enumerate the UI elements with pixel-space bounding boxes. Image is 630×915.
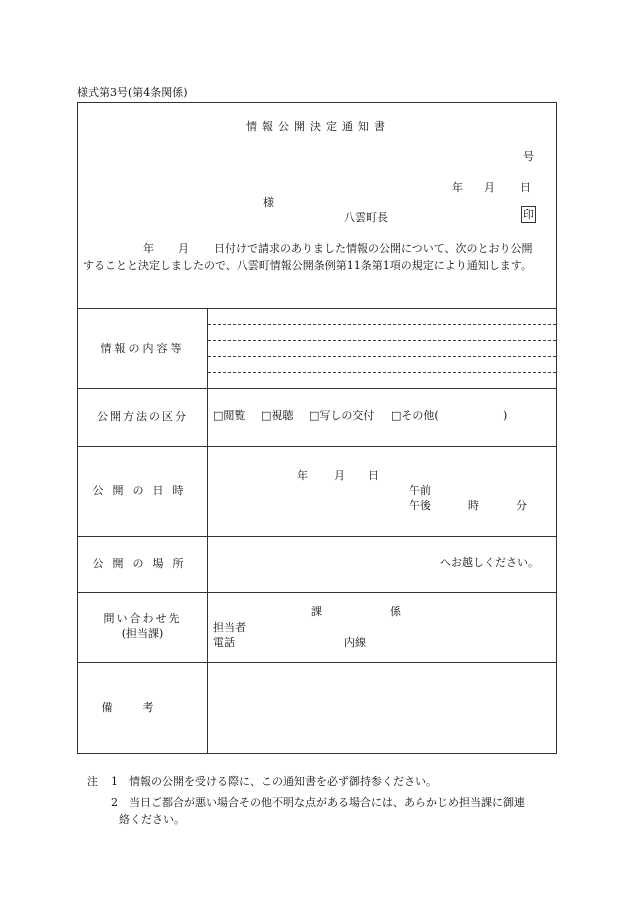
table-top-line [78,308,556,309]
datetime-day: 日 [368,469,379,482]
body-year-label: 年 [143,242,154,255]
body-month-label: 月 [178,242,189,255]
row-divider [78,446,556,447]
contact-row-label: 問い合わせ先 [103,612,182,625]
datetime-year: 年 [297,469,308,482]
note2-number: 2 [111,796,118,809]
contact-subsection: 係 [390,605,401,618]
row-divider [78,536,556,537]
seal-text: 印 [523,208,534,221]
option-other-close: ) [503,409,508,422]
date-day-label: 日 [520,181,531,194]
document-title: 情報公開決定通知書 [246,120,390,133]
datetime-month: 月 [334,469,345,482]
option-copy-delivery[interactable]: □写しの交付 [309,409,375,422]
notice-form [77,102,557,754]
recipient-honorific: 様 [263,196,274,209]
body-text-line2: することと決定しましたので、八雲町情報公開条例第11条第1項の規定により通知します。 [83,259,532,272]
notes-prefix: 注 [87,775,98,788]
datetime-am: 午前 [409,484,431,497]
option-viewing[interactable]: □閲覧 [213,409,246,422]
seal-mark [521,209,536,220]
contact-section: 課 [311,605,322,618]
place-suffix: へお越しください。 [440,556,539,569]
content-dash-line [208,372,556,373]
datetime-hour: 時 [468,499,479,512]
contact-person-label: 担当者 [213,621,246,634]
content-dash-line [208,324,556,325]
body-text-line1: 日付けで請求のありました情報の公開について、次のとおり公開 [214,242,533,255]
row-divider [78,388,556,389]
note1-number: 1 [111,775,118,788]
method-row-label: 公開方法の区分 [97,410,188,423]
datetime-pm: 午後 [409,499,431,512]
table-column-divider [207,308,208,753]
contact-phone-label: 電話 [213,636,235,649]
row-divider [78,592,556,593]
option-audiovisual[interactable]: □視聴 [261,409,294,422]
date-year-label: 年 [452,181,463,194]
row-divider [78,662,556,663]
form-number: 様式第3号(第4条関係) [77,86,188,99]
document-number-suffix: 号 [523,150,534,163]
place-row-label: 公開の場所 [92,557,193,570]
contact-extension-label: 内線 [344,636,366,649]
remarks-row-label: 備考 [101,701,184,714]
datetime-row-label: 公開の日時 [92,484,193,497]
datetime-minute: 分 [516,499,527,512]
content-row-label: 情報の内容等 [100,342,185,355]
content-dash-line [208,356,556,357]
contact-row-sublabel: (担当課) [121,627,164,640]
option-other[interactable]: □その他( [391,409,439,422]
issuer-name: 八雲町長 [344,211,388,224]
note2-text-line1: 当日ご都合が悪い場合その他不明な点がある場合には、あらかじめ担当課に御連 [129,796,525,809]
content-dash-line [208,340,556,341]
date-month-label: 月 [484,181,495,194]
note1-text: 情報の公開を受ける際に、この通知書を必ず御持参ください。 [129,775,437,788]
note2-text-line2: 絡ください。 [119,813,185,826]
